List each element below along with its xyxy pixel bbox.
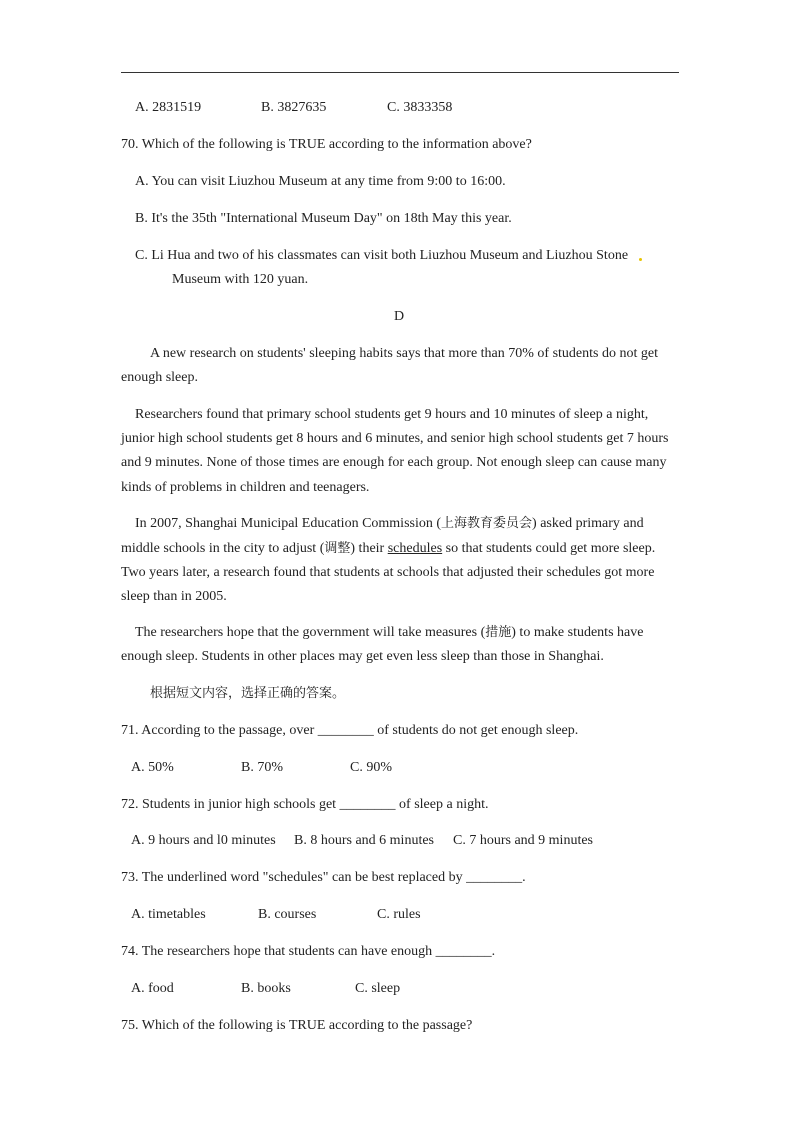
para3-line3: Two years later, a research found that students at schools that adjusted their schedules got more	[121, 565, 655, 580]
q75-stem: 75. Which of the following is TRUE according to the passage?	[121, 1018, 473, 1033]
q70-option-c-line2: Museum with 120 yuan.	[172, 272, 309, 287]
para2-line2: junior high school students get 8 hours and 6 minutes, and senior high school students get 7 hours	[121, 431, 669, 446]
header-rule	[121, 72, 679, 73]
q72-option-a: A. 9 hours and l0 minutes	[131, 833, 276, 848]
highlight-mark	[639, 258, 642, 261]
q73-option-c: C. rules	[377, 907, 421, 922]
cjk-term-adjust: 调整	[324, 541, 351, 556]
q70-option-a: A. You can visit Liuzhou Museum at any time from 9:00 to 16:00.	[135, 174, 506, 189]
q73-option-b: B. courses	[258, 907, 317, 922]
q70-stem: 70. Which of the following is TRUE according to the information above?	[121, 137, 532, 152]
q70-option-c-line1: C. Li Hua and two of his classmates can visit both Liuzhou Museum and Liuzhou Stone	[135, 248, 629, 263]
q72-option-b: B. 8 hours and 6 minutes	[294, 833, 434, 848]
para3-line2: middle schools in the city to adjust (调整) their schedules so that students could get more sleep.	[121, 541, 656, 556]
para2-line3: and 9 minutes. None of those times are enough for each group. Not enough sleep can cause many	[121, 455, 667, 470]
q72-option-c: C. 7 hours and 9 minutes	[453, 833, 593, 848]
q70-option-b: B. It's the 35th "International Museum Day" on 18th May this year.	[135, 211, 512, 226]
para1-line1: A new research on students' sleeping habits says that more than 70% of students do not get	[150, 346, 658, 361]
q69-option-b: B. 3827635	[261, 100, 327, 115]
cjk-term-measures: 措施	[485, 625, 512, 640]
q73-stem: 73. The underlined word "schedules" can be best replaced by ________.	[121, 870, 526, 885]
q74-option-c: C. sleep	[355, 981, 401, 996]
para3-line1: In 2007, Shanghai Municipal Education Commission (上海教育委员会) asked primary and	[135, 516, 644, 531]
instruction: 根据短文内容，选择正确的答案。	[150, 686, 346, 701]
para3-line4: sleep than in 2005.	[121, 589, 227, 604]
para2-line4: kinds of problems in children and teenagers.	[121, 480, 370, 495]
para1-line2: enough sleep.	[121, 370, 198, 385]
cjk-term-commission: 上海教育委员会	[441, 516, 533, 531]
q69-option-c: C. 3833358	[387, 100, 453, 115]
q69-option-a: A. 2831519	[135, 100, 202, 115]
q74-option-a: A. food	[131, 981, 174, 996]
section-title: D	[394, 309, 405, 324]
q74-option-b: B. books	[241, 981, 291, 996]
underlined-word-schedules: schedules	[387, 541, 443, 556]
q71-stem: 71. According to the passage, over ________ of students do not get enough sleep.	[121, 723, 579, 738]
q71-option-b: B. 70%	[241, 760, 283, 775]
q71-option-a: A. 50%	[131, 760, 174, 775]
q73-option-a: A. timetables	[131, 907, 206, 922]
q71-option-c: C. 90%	[350, 760, 392, 775]
para4-line1: The researchers hope that the government will take measures (措施) to make students have	[135, 625, 644, 640]
para4-line2: enough sleep. Students in other places may get even less sleep than those in Shanghai.	[121, 649, 604, 664]
q72-stem: 72. Students in junior high schools get ________ of sleep a night.	[121, 797, 489, 812]
para2-line1: Researchers found that primary school students get 9 hours and 10 minutes of sleep a night,	[135, 407, 649, 422]
q74-stem: 74. The researchers hope that students can have enough ________.	[121, 944, 496, 959]
